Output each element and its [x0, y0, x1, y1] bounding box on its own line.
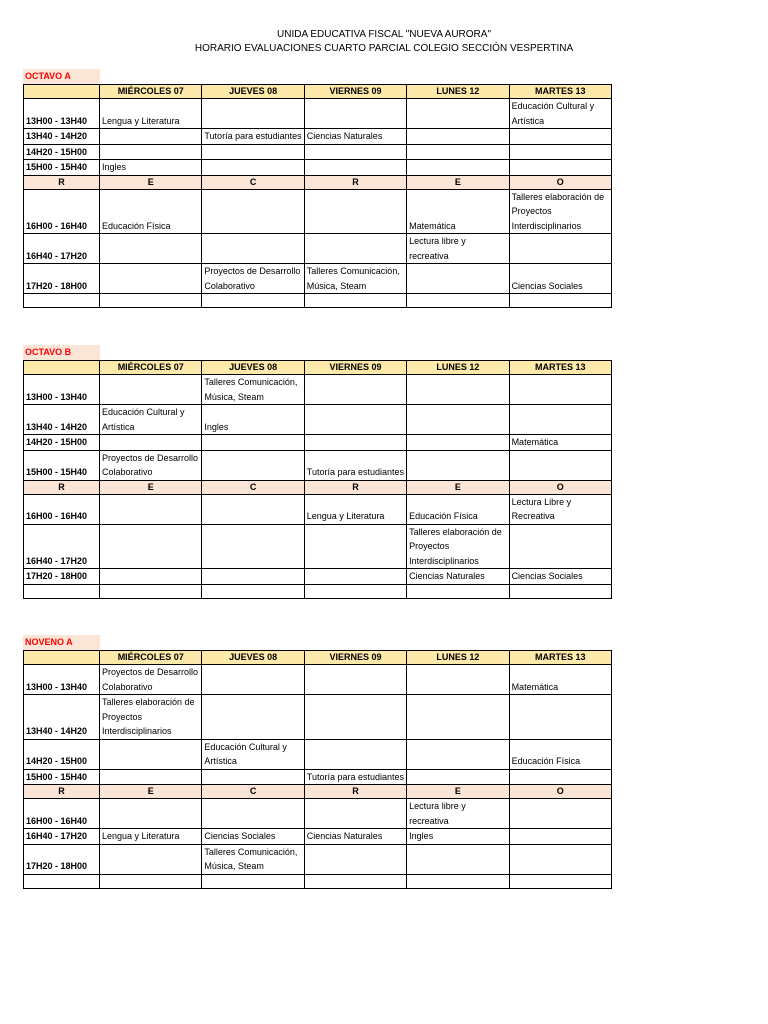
day-header: LUNES 12 — [407, 361, 509, 375]
schedule-section — [23, 635, 611, 889]
subject-cell — [202, 569, 304, 585]
subject-cell — [202, 695, 304, 740]
subject-cell: Ciencias Naturales — [304, 129, 406, 145]
subject-cell — [100, 569, 202, 585]
subject-cell — [509, 844, 611, 874]
subject-cell — [304, 844, 406, 874]
header-row — [24, 85, 612, 99]
subject-cell: Lengua y Literatura — [100, 99, 202, 129]
table-row — [24, 405, 612, 435]
table-row — [24, 450, 612, 480]
time-slot: 16H00 - 16H40 — [24, 799, 100, 829]
subject-cell — [407, 375, 509, 405]
table-row — [24, 829, 612, 845]
subject-cell — [304, 524, 406, 569]
corner-cell — [24, 85, 100, 99]
header-row — [24, 361, 612, 375]
schedule-table — [23, 84, 612, 308]
recreo-letter: E — [100, 175, 202, 189]
subject-cell: Talleres Comunicación, Música, Steam — [202, 844, 304, 874]
empty-cell — [100, 584, 202, 598]
subject-cell — [509, 524, 611, 569]
subject-cell: Ingles — [202, 405, 304, 435]
time-slot: 17H20 - 18H00 — [24, 264, 100, 294]
subject-cell — [304, 405, 406, 435]
time-slot: 16H00 - 16H40 — [24, 494, 100, 524]
subject-cell: Ciencias Sociales — [509, 264, 611, 294]
table-row — [24, 799, 612, 829]
subject-cell — [509, 234, 611, 264]
subject-cell — [202, 494, 304, 524]
subject-cell — [509, 144, 611, 160]
subject-cell: Educación Física — [100, 189, 202, 234]
table-row — [24, 160, 612, 176]
empty-cell — [509, 294, 611, 308]
subject-cell: Proyectos de Desarrollo Colaborativo — [100, 665, 202, 695]
empty-cell — [202, 874, 304, 888]
time-slot: 13H00 - 13H40 — [24, 99, 100, 129]
corner-cell — [24, 361, 100, 375]
table-row — [24, 569, 612, 585]
subject-cell — [100, 524, 202, 569]
subject-cell: Tutoría para estudiantes — [304, 450, 406, 480]
subject-cell: Educación Cultural y Artística — [202, 739, 304, 769]
subject-cell: Lengua y Literatura — [304, 494, 406, 524]
subject-cell: Ciencias Sociales — [509, 569, 611, 585]
empty-cell — [304, 874, 406, 888]
subject-cell: Ciencias Naturales — [304, 829, 406, 845]
subject-cell — [202, 665, 304, 695]
subject-cell — [509, 450, 611, 480]
schedule-section — [23, 69, 611, 308]
time-slot: 16H40 - 17H20 — [24, 829, 100, 845]
day-header: JUEVES 08 — [202, 651, 304, 665]
table-row — [24, 739, 612, 769]
subject-cell — [304, 695, 406, 740]
day-header: MIÉRCOLES 07 — [100, 361, 202, 375]
section-label: NOVENO A — [23, 635, 100, 650]
subject-cell — [304, 234, 406, 264]
table-row — [24, 375, 612, 405]
time-slot: 13H00 - 13H40 — [24, 665, 100, 695]
time-slot: 13H40 - 14H20 — [24, 405, 100, 435]
subject-cell — [100, 799, 202, 829]
subject-cell: Lectura Libre y Recreativa — [509, 494, 611, 524]
subject-cell: Talleres elaboración de Proyectos Interdisciplinarios — [509, 189, 611, 234]
schedule-section — [23, 345, 611, 599]
empty-cell — [509, 874, 611, 888]
subject-cell — [509, 405, 611, 435]
table-row — [24, 264, 612, 294]
table-row — [24, 665, 612, 695]
recreo-row — [24, 175, 612, 189]
time-slot: 15H00 - 15H40 — [24, 769, 100, 785]
recreo-letter: E — [407, 785, 509, 799]
empty-row — [24, 584, 612, 598]
day-header: VIERNES 09 — [304, 651, 406, 665]
time-slot: 14H20 - 15H00 — [24, 144, 100, 160]
subject-cell: Talleres elaboración de Proyectos Interdisciplinarios — [407, 524, 509, 569]
document-title: HORARIO EVALUACIONES CUARTO PARCIAL COLEGIO SECCIÓN VESPERTINA — [194, 43, 574, 54]
time-slot: 13H40 - 14H20 — [24, 129, 100, 145]
subject-cell — [509, 769, 611, 785]
subject-cell — [407, 844, 509, 874]
subject-cell — [202, 99, 304, 129]
day-header: JUEVES 08 — [202, 85, 304, 99]
subject-cell — [100, 375, 202, 405]
subject-cell — [407, 405, 509, 435]
subject-cell — [202, 189, 304, 234]
table-row — [24, 524, 612, 569]
subject-cell — [202, 144, 304, 160]
time-slot: 14H20 - 15H00 — [24, 739, 100, 769]
table-row — [24, 769, 612, 785]
subject-cell — [304, 569, 406, 585]
subject-cell — [202, 524, 304, 569]
document-header — [0, 28, 768, 56]
subject-cell — [100, 435, 202, 451]
subject-cell — [202, 450, 304, 480]
day-header: MARTES 13 — [509, 361, 611, 375]
empty-cell — [407, 584, 509, 598]
subject-cell — [509, 829, 611, 845]
subject-cell: Proyectos de Desarrollo Colaborativo — [100, 450, 202, 480]
day-header: JUEVES 08 — [202, 361, 304, 375]
table-row — [24, 695, 612, 740]
subject-cell: Matemática — [509, 435, 611, 451]
recreo-letter: E — [100, 480, 202, 494]
subject-cell: Ingles — [100, 160, 202, 176]
subject-cell — [407, 129, 509, 145]
subject-cell — [407, 435, 509, 451]
subject-cell: Proyectos de Desarrollo Colaborativo — [202, 264, 304, 294]
empty-cell — [304, 294, 406, 308]
subject-cell — [202, 799, 304, 829]
recreo-letter: R — [24, 785, 100, 799]
day-header: LUNES 12 — [407, 651, 509, 665]
day-header: MIÉRCOLES 07 — [100, 85, 202, 99]
table-row — [24, 144, 612, 160]
table-row — [24, 435, 612, 451]
subject-cell: Talleres elaboración de Proyectos Interdisciplinarios — [100, 695, 202, 740]
empty-cell — [202, 584, 304, 598]
empty-cell — [509, 584, 611, 598]
empty-cell — [100, 294, 202, 308]
empty-row — [24, 294, 612, 308]
recreo-letter: R — [304, 785, 406, 799]
recreo-letter: R — [304, 175, 406, 189]
subject-cell: Lengua y Literatura — [100, 829, 202, 845]
recreo-letter: E — [100, 785, 202, 799]
subject-cell: Tutoría para estudiantes — [304, 769, 406, 785]
day-header: MARTES 13 — [509, 85, 611, 99]
subject-cell: Ciencias Sociales — [202, 829, 304, 845]
subject-cell — [407, 450, 509, 480]
recreo-letter: C — [202, 175, 304, 189]
subject-cell — [304, 375, 406, 405]
empty-cell — [24, 294, 100, 308]
recreo-letter: O — [509, 175, 611, 189]
subject-cell — [100, 264, 202, 294]
header-row — [24, 651, 612, 665]
subject-cell — [100, 129, 202, 145]
subject-cell: Ingles — [407, 829, 509, 845]
recreo-letter: C — [202, 785, 304, 799]
corner-cell — [24, 651, 100, 665]
day-header: MIÉRCOLES 07 — [100, 651, 202, 665]
day-header: VIERNES 09 — [304, 85, 406, 99]
time-slot: 13H00 - 13H40 — [24, 375, 100, 405]
table-row — [24, 844, 612, 874]
subject-cell — [407, 769, 509, 785]
recreo-letter: E — [407, 175, 509, 189]
table-row — [24, 99, 612, 129]
subject-cell — [407, 739, 509, 769]
subject-cell: Educación Física — [407, 494, 509, 524]
table-row — [24, 189, 612, 234]
subject-cell — [407, 99, 509, 129]
subject-cell — [304, 189, 406, 234]
subject-cell — [304, 435, 406, 451]
subject-cell — [100, 234, 202, 264]
subject-cell: Talleres Comunicación, Música, Steam — [202, 375, 304, 405]
subject-cell — [304, 739, 406, 769]
empty-cell — [202, 294, 304, 308]
subject-cell — [407, 144, 509, 160]
recreo-letter: R — [24, 480, 100, 494]
subject-cell — [407, 160, 509, 176]
subject-cell — [100, 494, 202, 524]
recreo-letter: O — [509, 785, 611, 799]
subject-cell: Lectura libre y recreativa — [407, 234, 509, 264]
time-slot: 15H00 - 15H40 — [24, 160, 100, 176]
recreo-letter: R — [24, 175, 100, 189]
subject-cell — [304, 665, 406, 695]
day-header: VIERNES 09 — [304, 361, 406, 375]
subject-cell — [202, 234, 304, 264]
subject-cell — [509, 799, 611, 829]
subject-cell — [509, 695, 611, 740]
recreo-letter: C — [202, 480, 304, 494]
school-name: UNIDA EDUCATIVA FISCAL "NUEVA AURORA" — [277, 29, 491, 40]
schedule-table — [23, 360, 612, 599]
subject-cell: Educación Cultural y Artística — [509, 99, 611, 129]
section-label: OCTAVO B — [23, 345, 100, 360]
subject-cell — [100, 844, 202, 874]
day-header: LUNES 12 — [407, 85, 509, 99]
empty-cell — [407, 294, 509, 308]
subject-cell: Lectura libre y recreativa — [407, 799, 509, 829]
subject-cell — [100, 769, 202, 785]
empty-cell — [24, 874, 100, 888]
subject-cell — [304, 799, 406, 829]
subject-cell — [100, 144, 202, 160]
table-row — [24, 494, 612, 524]
time-slot: 16H40 - 17H20 — [24, 524, 100, 569]
subject-cell — [202, 435, 304, 451]
recreo-letter: R — [304, 480, 406, 494]
subject-cell — [304, 160, 406, 176]
schedule-table — [23, 650, 612, 889]
subject-cell: Matemática — [407, 189, 509, 234]
recreo-row — [24, 480, 612, 494]
recreo-letter: O — [509, 480, 611, 494]
subject-cell: Educación Cultural y Artística — [100, 405, 202, 435]
time-slot: 16H00 - 16H40 — [24, 189, 100, 234]
subject-cell — [202, 769, 304, 785]
subject-cell — [407, 264, 509, 294]
recreo-letter: E — [407, 480, 509, 494]
subject-cell — [304, 144, 406, 160]
subject-cell — [509, 160, 611, 176]
time-slot: 17H20 - 18H00 — [24, 844, 100, 874]
empty-cell — [304, 584, 406, 598]
time-slot: 15H00 - 15H40 — [24, 450, 100, 480]
subject-cell — [202, 160, 304, 176]
empty-cell — [100, 874, 202, 888]
table-row — [24, 234, 612, 264]
time-slot: 16H40 - 17H20 — [24, 234, 100, 264]
subject-cell — [407, 665, 509, 695]
day-header: MARTES 13 — [509, 651, 611, 665]
empty-cell — [407, 874, 509, 888]
subject-cell: Talleres Comunicación, Música, Steam — [304, 264, 406, 294]
empty-row — [24, 874, 612, 888]
subject-cell — [407, 695, 509, 740]
subject-cell: Ciencias Naturales — [407, 569, 509, 585]
subject-cell — [509, 129, 611, 145]
empty-cell — [24, 584, 100, 598]
subject-cell: Tutoría para estudiantes — [202, 129, 304, 145]
subject-cell — [509, 375, 611, 405]
subject-cell: Matemática — [509, 665, 611, 695]
time-slot: 13H40 - 14H20 — [24, 695, 100, 740]
time-slot: 14H20 - 15H00 — [24, 435, 100, 451]
time-slot: 17H20 - 18H00 — [24, 569, 100, 585]
recreo-row — [24, 785, 612, 799]
section-label: OCTAVO A — [23, 69, 100, 84]
subject-cell — [304, 99, 406, 129]
table-row — [24, 129, 612, 145]
subject-cell — [100, 739, 202, 769]
subject-cell: Educación Física — [509, 739, 611, 769]
